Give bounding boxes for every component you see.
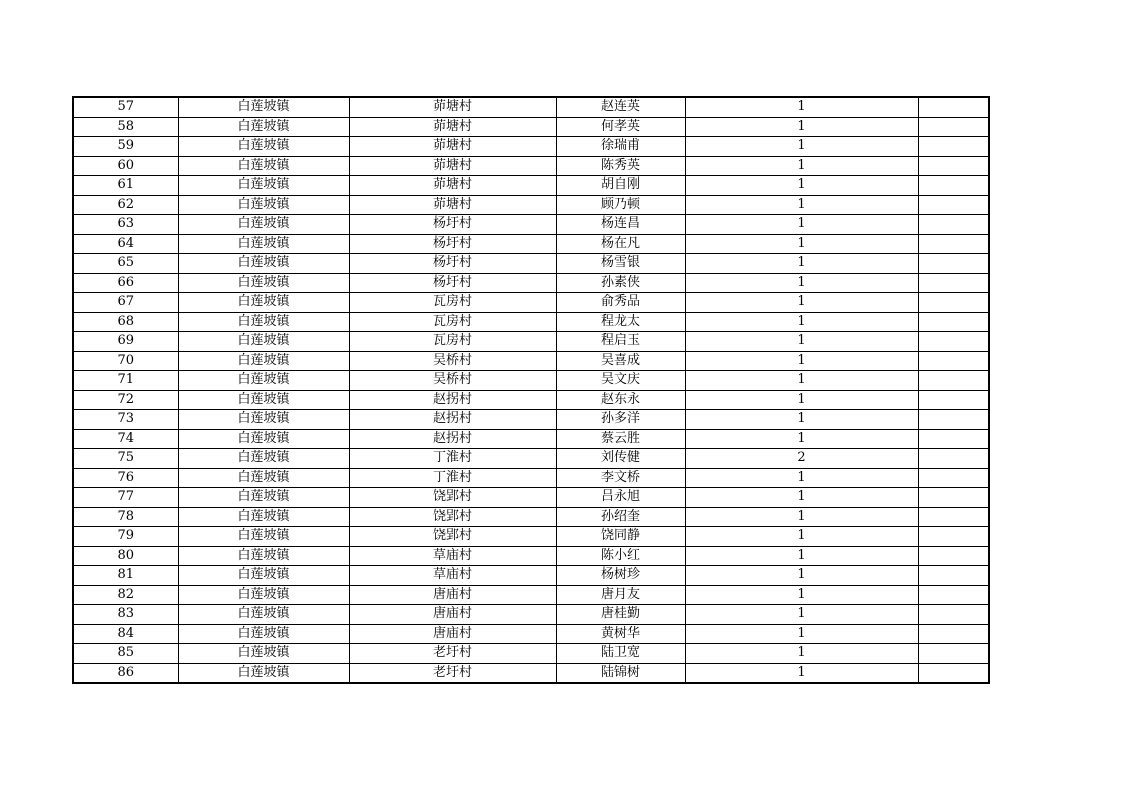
row-number-cell: 61 (73, 176, 178, 196)
row-number-cell: 75 (73, 449, 178, 469)
count-cell: 1 (685, 390, 918, 410)
name-cell: 俞秀品 (556, 293, 685, 313)
town-cell: 白莲坡镇 (178, 332, 349, 352)
village-cell: 唐庙村 (349, 624, 556, 644)
village-cell: 茆塘村 (349, 137, 556, 157)
town-cell: 白莲坡镇 (178, 605, 349, 625)
table-row (73, 546, 989, 566)
name-cell: 杨在凡 (556, 234, 685, 254)
note-cell (918, 624, 989, 644)
row-number-cell: 74 (73, 429, 178, 449)
village-cell: 杨圩村 (349, 273, 556, 293)
count-cell: 1 (685, 488, 918, 508)
table-row (73, 215, 989, 235)
row-number-cell: 79 (73, 527, 178, 547)
village-cell: 瓦房村 (349, 312, 556, 332)
table-row (73, 97, 989, 117)
row-number-cell: 73 (73, 410, 178, 430)
note-cell (918, 293, 989, 313)
count-cell: 1 (685, 137, 918, 157)
village-cell: 赵拐村 (349, 429, 556, 449)
note-cell (918, 605, 989, 625)
table-row (73, 332, 989, 352)
village-cell: 杨圩村 (349, 215, 556, 235)
town-cell: 白莲坡镇 (178, 234, 349, 254)
row-number-cell: 85 (73, 644, 178, 664)
note-cell (918, 351, 989, 371)
count-cell: 1 (685, 605, 918, 625)
table-row (73, 195, 989, 215)
count-cell: 1 (685, 371, 918, 391)
village-cell: 饶郢村 (349, 527, 556, 547)
town-cell: 白莲坡镇 (178, 663, 349, 683)
note-cell (918, 254, 989, 274)
name-cell: 吕永旭 (556, 488, 685, 508)
data-table (72, 96, 990, 684)
town-cell: 白莲坡镇 (178, 312, 349, 332)
town-cell: 白莲坡镇 (178, 156, 349, 176)
note-cell (918, 273, 989, 293)
table-body (73, 97, 989, 683)
village-cell: 丁淮村 (349, 468, 556, 488)
name-cell: 何孝英 (556, 117, 685, 137)
name-cell: 吴文庆 (556, 371, 685, 391)
village-cell: 茆塘村 (349, 97, 556, 117)
row-number-cell: 62 (73, 195, 178, 215)
count-cell: 1 (685, 293, 918, 313)
table-row (73, 312, 989, 332)
note-cell (918, 390, 989, 410)
town-cell: 白莲坡镇 (178, 215, 349, 235)
row-number-cell: 57 (73, 97, 178, 117)
name-cell: 杨连昌 (556, 215, 685, 235)
village-cell: 吴桥村 (349, 371, 556, 391)
row-number-cell: 86 (73, 663, 178, 683)
name-cell: 陈秀英 (556, 156, 685, 176)
name-cell: 刘传健 (556, 449, 685, 469)
row-number-cell: 68 (73, 312, 178, 332)
town-cell: 白莲坡镇 (178, 293, 349, 313)
name-cell: 孙多洋 (556, 410, 685, 430)
row-number-cell: 71 (73, 371, 178, 391)
row-number-cell: 67 (73, 293, 178, 313)
count-cell: 1 (685, 546, 918, 566)
row-number-cell: 83 (73, 605, 178, 625)
name-cell: 杨雪银 (556, 254, 685, 274)
table-row (73, 449, 989, 469)
row-number-cell: 63 (73, 215, 178, 235)
village-cell: 赵拐村 (349, 390, 556, 410)
note-cell (918, 507, 989, 527)
village-cell: 唐庙村 (349, 585, 556, 605)
note-cell (918, 468, 989, 488)
row-number-cell: 82 (73, 585, 178, 605)
count-cell: 1 (685, 254, 918, 274)
table-row (73, 644, 989, 664)
name-cell: 蔡云胜 (556, 429, 685, 449)
table-row (73, 117, 989, 137)
note-cell (918, 215, 989, 235)
town-cell: 白莲坡镇 (178, 254, 349, 274)
town-cell: 白莲坡镇 (178, 351, 349, 371)
count-cell: 1 (685, 97, 918, 117)
count-cell: 1 (685, 117, 918, 137)
village-cell: 茆塘村 (349, 195, 556, 215)
town-cell: 白莲坡镇 (178, 566, 349, 586)
count-cell: 1 (685, 527, 918, 547)
town-cell: 白莲坡镇 (178, 527, 349, 547)
count-cell: 1 (685, 234, 918, 254)
table-row (73, 585, 989, 605)
name-cell: 徐瑞甫 (556, 137, 685, 157)
table-row (73, 507, 989, 527)
village-cell: 杨圩村 (349, 254, 556, 274)
count-cell: 2 (685, 449, 918, 469)
row-number-cell: 65 (73, 254, 178, 274)
note-cell (918, 156, 989, 176)
note-cell (918, 371, 989, 391)
name-cell: 程龙太 (556, 312, 685, 332)
note-cell (918, 449, 989, 469)
table-row (73, 156, 989, 176)
village-cell: 吴桥村 (349, 351, 556, 371)
count-cell: 1 (685, 566, 918, 586)
town-cell: 白莲坡镇 (178, 507, 349, 527)
count-cell: 1 (685, 215, 918, 235)
count-cell: 1 (685, 585, 918, 605)
table-row (73, 371, 989, 391)
village-cell: 茆塘村 (349, 156, 556, 176)
name-cell: 陆锦树 (556, 663, 685, 683)
table-row (73, 429, 989, 449)
village-cell: 瓦房村 (349, 332, 556, 352)
name-cell: 孙绍奎 (556, 507, 685, 527)
row-number-cell: 58 (73, 117, 178, 137)
note-cell (918, 97, 989, 117)
row-number-cell: 59 (73, 137, 178, 157)
note-cell (918, 176, 989, 196)
town-cell: 白莲坡镇 (178, 273, 349, 293)
village-cell: 草庙村 (349, 546, 556, 566)
village-cell: 瓦房村 (349, 293, 556, 313)
note-cell (918, 566, 989, 586)
name-cell: 孙素侠 (556, 273, 685, 293)
note-cell (918, 332, 989, 352)
note-cell (918, 312, 989, 332)
note-cell (918, 234, 989, 254)
note-cell (918, 488, 989, 508)
town-cell: 白莲坡镇 (178, 585, 349, 605)
note-cell (918, 117, 989, 137)
count-cell: 1 (685, 468, 918, 488)
table-row (73, 488, 989, 508)
village-cell: 杨圩村 (349, 234, 556, 254)
count-cell: 1 (685, 507, 918, 527)
town-cell: 白莲坡镇 (178, 176, 349, 196)
name-cell: 程启玉 (556, 332, 685, 352)
note-cell (918, 585, 989, 605)
village-cell: 赵拐村 (349, 410, 556, 430)
table-row (73, 351, 989, 371)
town-cell: 白莲坡镇 (178, 195, 349, 215)
name-cell: 饶同静 (556, 527, 685, 547)
name-cell: 唐桂勤 (556, 605, 685, 625)
table-row (73, 663, 989, 683)
town-cell: 白莲坡镇 (178, 644, 349, 664)
town-cell: 白莲坡镇 (178, 488, 349, 508)
town-cell: 白莲坡镇 (178, 546, 349, 566)
row-number-cell: 77 (73, 488, 178, 508)
table-row (73, 234, 989, 254)
table-row (73, 176, 989, 196)
table-row (73, 468, 989, 488)
name-cell: 杨树珍 (556, 566, 685, 586)
row-number-cell: 66 (73, 273, 178, 293)
count-cell: 1 (685, 410, 918, 430)
village-cell: 饶郢村 (349, 488, 556, 508)
town-cell: 白莲坡镇 (178, 468, 349, 488)
row-number-cell: 84 (73, 624, 178, 644)
note-cell (918, 663, 989, 683)
town-cell: 白莲坡镇 (178, 117, 349, 137)
count-cell: 1 (685, 351, 918, 371)
count-cell: 1 (685, 624, 918, 644)
table-row (73, 527, 989, 547)
village-cell: 老圩村 (349, 663, 556, 683)
count-cell: 1 (685, 273, 918, 293)
table-row (73, 137, 989, 157)
count-cell: 1 (685, 312, 918, 332)
count-cell: 1 (685, 176, 918, 196)
village-cell: 茆塘村 (349, 176, 556, 196)
table-row (73, 410, 989, 430)
table-row (73, 390, 989, 410)
count-cell: 1 (685, 195, 918, 215)
count-cell: 1 (685, 332, 918, 352)
town-cell: 白莲坡镇 (178, 624, 349, 644)
village-cell: 唐庙村 (349, 605, 556, 625)
town-cell: 白莲坡镇 (178, 371, 349, 391)
village-cell: 饶郢村 (349, 507, 556, 527)
name-cell: 陆卫宽 (556, 644, 685, 664)
village-cell: 老圩村 (349, 644, 556, 664)
table-row (73, 254, 989, 274)
row-number-cell: 72 (73, 390, 178, 410)
town-cell: 白莲坡镇 (178, 410, 349, 430)
row-number-cell: 70 (73, 351, 178, 371)
note-cell (918, 546, 989, 566)
note-cell (918, 527, 989, 547)
name-cell: 唐月友 (556, 585, 685, 605)
name-cell: 李文桥 (556, 468, 685, 488)
row-number-cell: 76 (73, 468, 178, 488)
note-cell (918, 410, 989, 430)
row-number-cell: 80 (73, 546, 178, 566)
note-cell (918, 429, 989, 449)
count-cell: 1 (685, 663, 918, 683)
table-row (73, 273, 989, 293)
name-cell: 黄树华 (556, 624, 685, 644)
village-cell: 丁淮村 (349, 449, 556, 469)
town-cell: 白莲坡镇 (178, 449, 349, 469)
table-row (73, 624, 989, 644)
name-cell: 陈小红 (556, 546, 685, 566)
village-cell: 茆塘村 (349, 117, 556, 137)
row-number-cell: 81 (73, 566, 178, 586)
town-cell: 白莲坡镇 (178, 429, 349, 449)
table-row (73, 566, 989, 586)
town-cell: 白莲坡镇 (178, 390, 349, 410)
name-cell: 赵连英 (556, 97, 685, 117)
name-cell: 吴喜成 (556, 351, 685, 371)
name-cell: 胡自刚 (556, 176, 685, 196)
count-cell: 1 (685, 429, 918, 449)
row-number-cell: 69 (73, 332, 178, 352)
table-row (73, 605, 989, 625)
town-cell: 白莲坡镇 (178, 137, 349, 157)
note-cell (918, 644, 989, 664)
name-cell: 赵东永 (556, 390, 685, 410)
note-cell (918, 137, 989, 157)
row-number-cell: 60 (73, 156, 178, 176)
village-cell: 草庙村 (349, 566, 556, 586)
note-cell (918, 195, 989, 215)
count-cell: 1 (685, 644, 918, 664)
row-number-cell: 78 (73, 507, 178, 527)
count-cell: 1 (685, 156, 918, 176)
row-number-cell: 64 (73, 234, 178, 254)
name-cell: 顾乃顿 (556, 195, 685, 215)
town-cell: 白莲坡镇 (178, 97, 349, 117)
table-row (73, 293, 989, 313)
